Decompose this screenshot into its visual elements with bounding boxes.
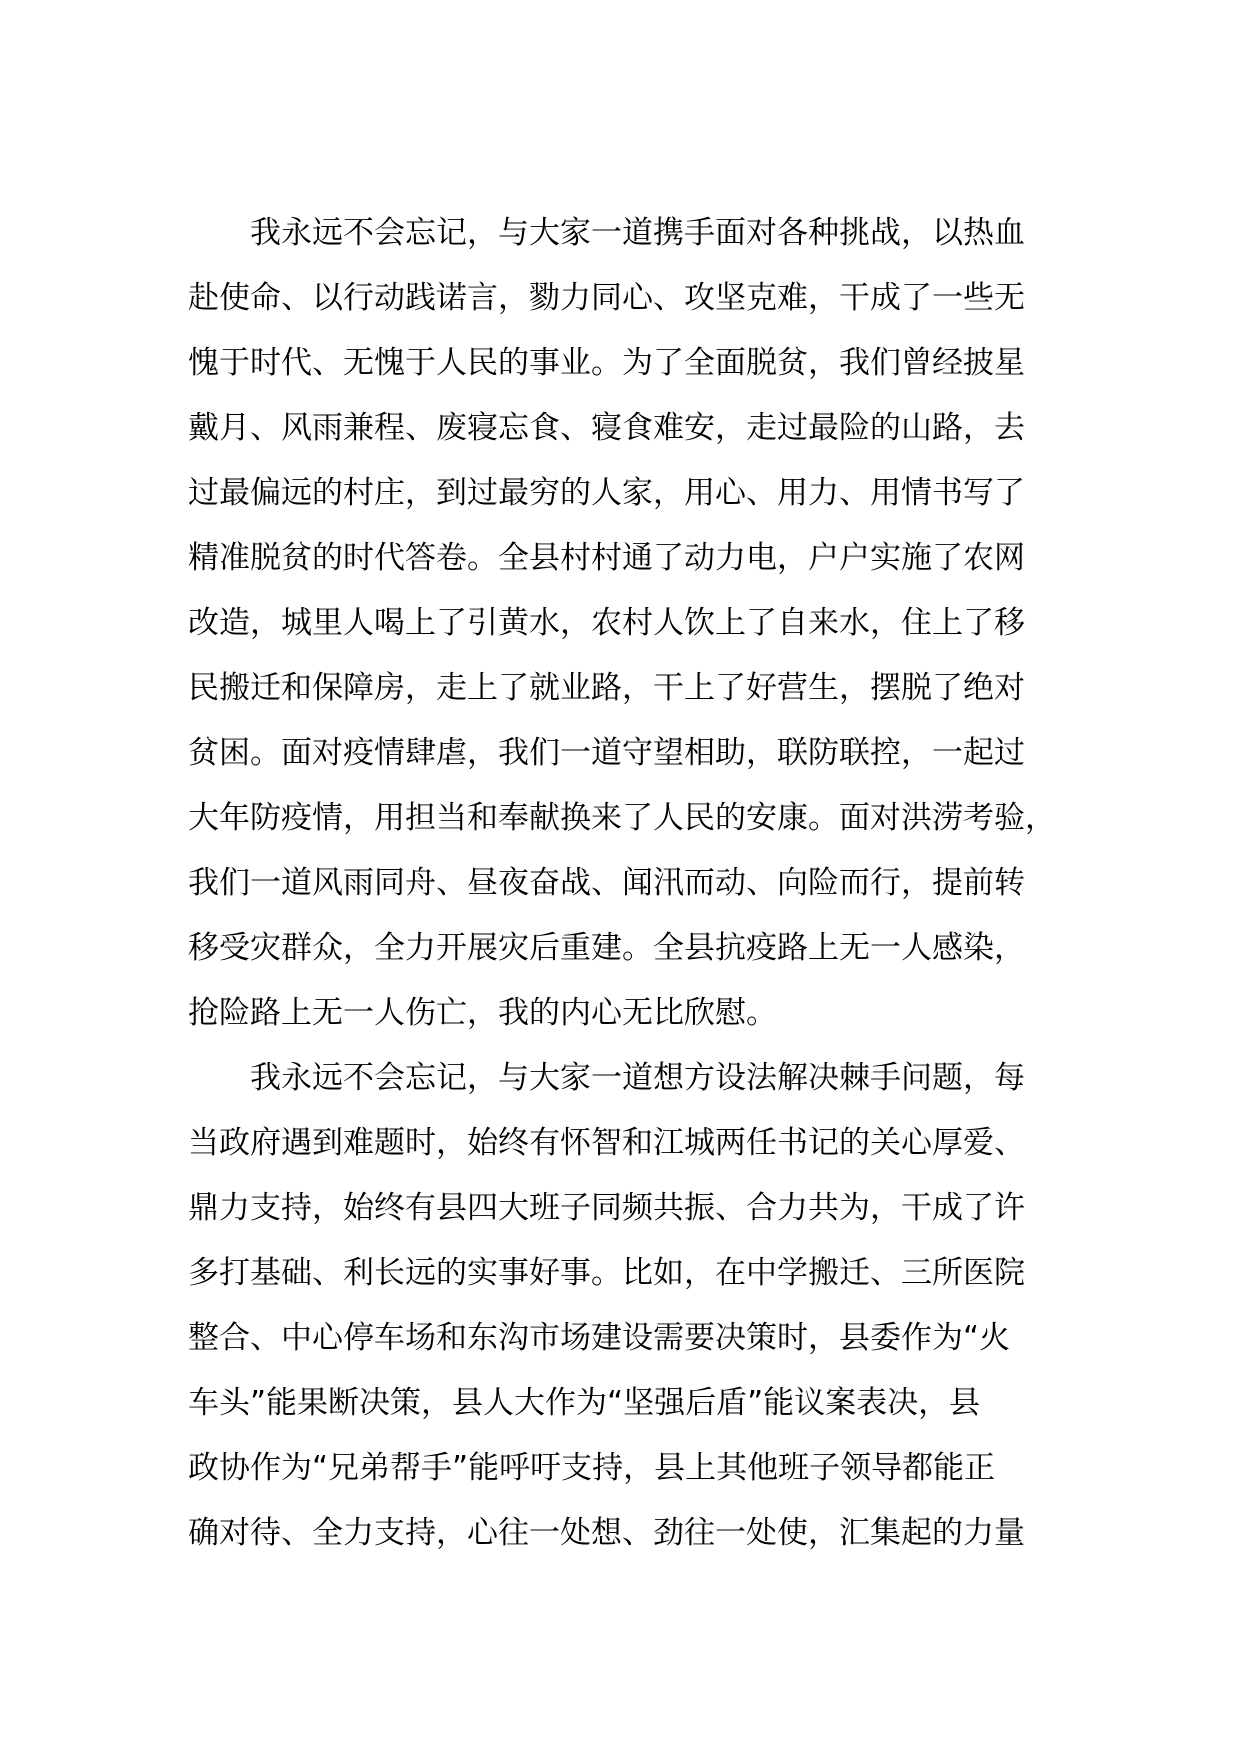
text-line: 抢险路上无一人伤亡，我的内心无比欣慰。 [188,995,777,1031]
text-line: 赴使命、以行动践诺言，勠力同心、攻坚克难，干成了一些无 [188,280,1025,316]
paragraph-1 [188,201,1088,1046]
paragraph-2 [188,1046,1088,1566]
text-line: 大年防疫情，用担当和奉献换来了人民的安康。面对洪涝考验， [188,800,1056,836]
text-line: 当政府遇到难题时，始终有怀智和江城两任书记的关心厚爱、 [188,1125,1025,1161]
text-line: 精准脱贫的时代答卷。全县村村通了动力电，户户实施了农网 [188,540,1025,576]
text-line: 愧于时代、无愧于人民的事业。为了全面脱贫，我们曾经披星 [188,345,1025,381]
text-line: 我永远不会忘记，与大家一道想方设法解决棘手问题，每 [250,1060,1025,1096]
text-line: 贫困。面对疫情肆虐，我们一道守望相助，联防联控，一起过 [188,735,1025,771]
text-line: 我们一道风雨同舟、昼夜奋战、闻汛而动、向险而行，提前转 [188,865,1025,901]
text-line: 戴月、风雨兼程、废寝忘食、寝食难安，走过最险的山路，去 [188,410,1025,446]
text-line: 过最偏远的村庄，到过最穷的人家，用心、用力、用情书写了 [188,475,1025,511]
text-line: 确对待、全力支持，心往一处想、劲往一处使，汇集起的力量 [188,1515,1025,1551]
text-line: 车头”能果断决策，县人大作为“坚强后盾”能议案表决，县 [188,1385,981,1421]
text-line: 移受灾群众，全力开展灾后重建。全县抗疫路上无一人感染， [188,930,1025,966]
text-line: 我永远不会忘记，与大家一道携手面对各种挑战，以热血 [250,215,1025,251]
text-line: 鼎力支持，始终有县四大班子同频共振、合力共为，干成了许 [188,1190,1025,1226]
body-text [188,201,1088,1566]
text-line: 政协作为“兄弟帮手”能呼吁支持，县上其他班子领导都能正 [188,1450,996,1486]
text-line: 民搬迁和保障房，走上了就业路，干上了好营生，摆脱了绝对 [188,670,1025,706]
text-line: 整合、中心停车场和东沟市场建设需要决策时，县委作为“火 [188,1320,1011,1356]
text-line: 多打基础、利长远的实事好事。比如，在中学搬迁、三所医院 [188,1255,1025,1291]
text-line: 改造，城里人喝上了引黄水，农村人饮上了自来水，住上了移 [188,605,1025,641]
